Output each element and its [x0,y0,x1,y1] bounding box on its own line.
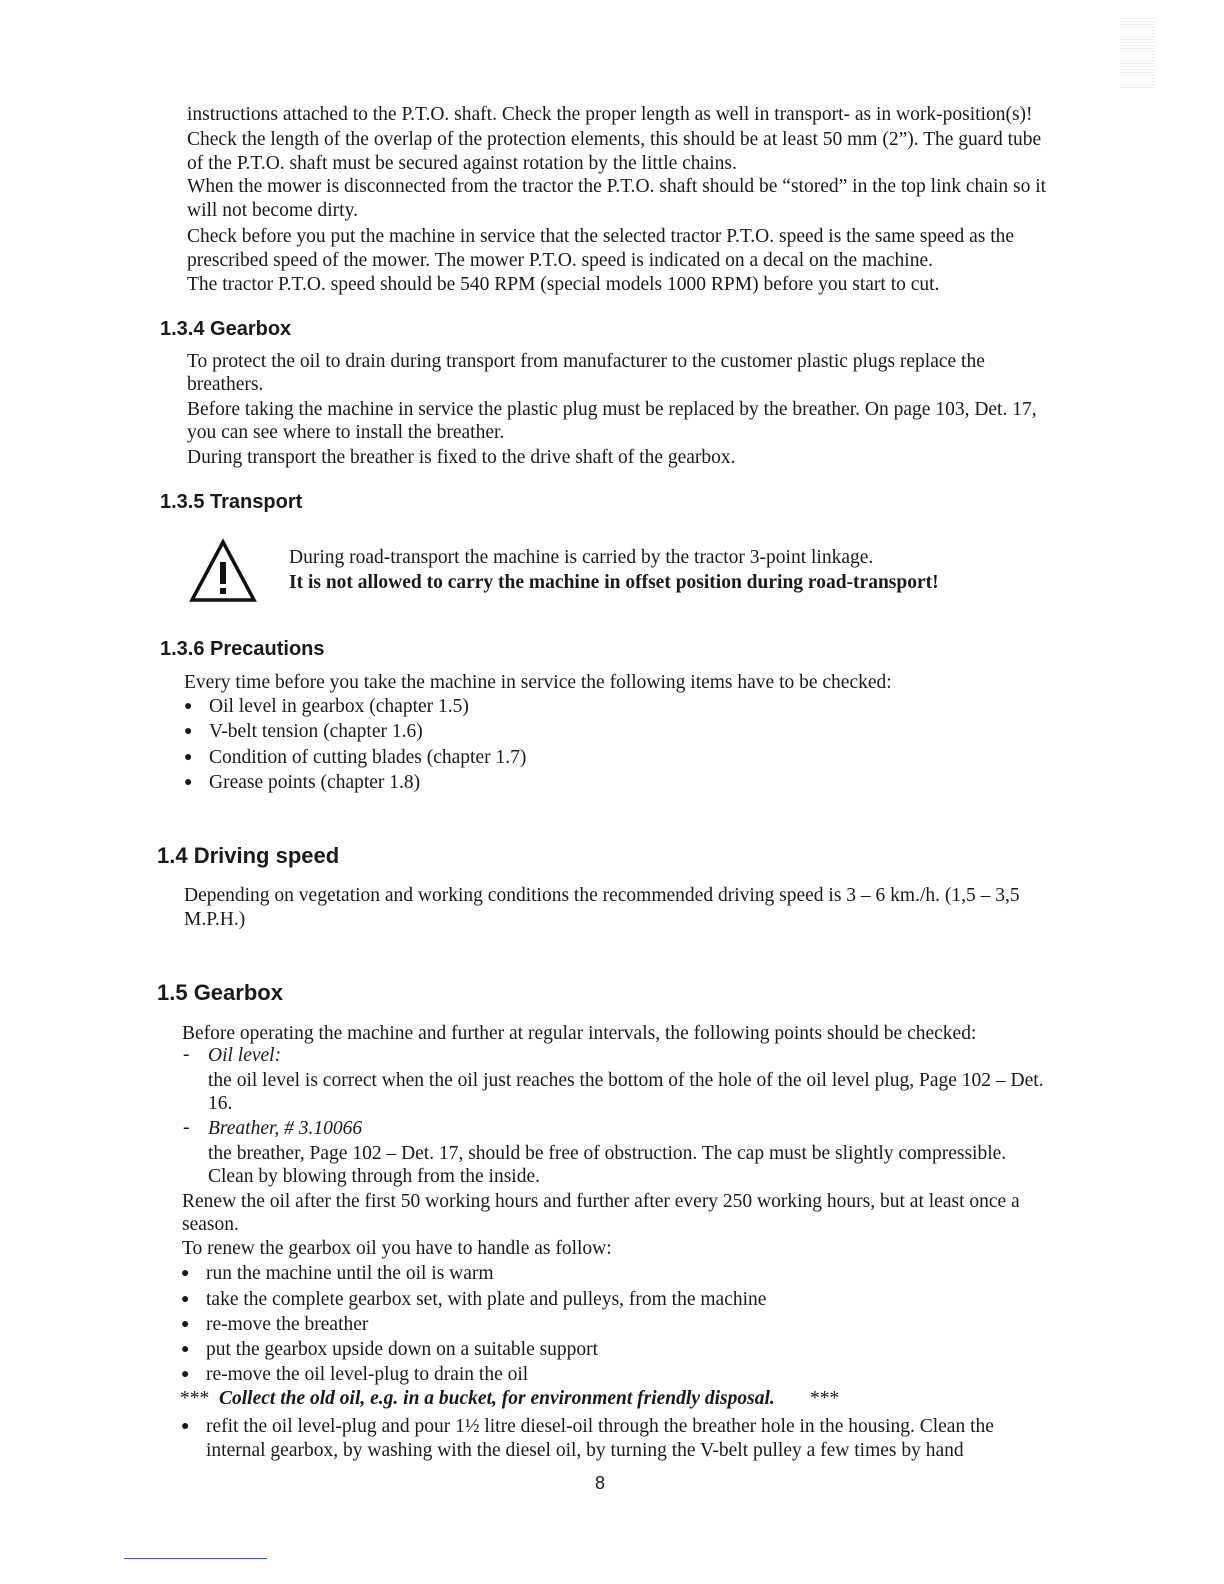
s134-line: you can see where to install the breather. [187,422,505,443]
intro-line: will not become dirty. [187,200,358,221]
driving-speed-line: M.P.H.) [184,909,246,930]
intro-line: prescribed speed of the mower. The mower P.T.O. speed is indicated on a decal on the machine. [187,250,933,271]
bullet-icon: ● [184,750,193,765]
s134-line: Before taking the machine in service the plastic plug must be replaced by the breather. On page 103, Det. 17, [187,399,1037,420]
precautions-intro: Every time before you take the machine in service the following items have to be checked: [184,672,892,693]
step-item: put the gearbox upside down on a suitable support [206,1339,599,1360]
list-item: V-belt tension (chapter 1.6) [209,721,423,742]
dash-marker: - [183,1117,190,1138]
list-item: Oil level in gearbox (chapter 1.5) [209,696,469,717]
transport-warning-text: It is not allowed to carry the machine in offset position during road-transport! [289,572,939,593]
gearbox-intro: Before operating the machine and further at regular intervals, the following points should be checked: [182,1023,977,1044]
section-heading-1-3-5: 1.3.5 Transport [160,491,303,513]
refit-line: refit the oil level-plug and pour 1½ litre diesel-oil through the breather hole in the housing. Clean the [206,1416,994,1437]
step-item: run the machine until the oil is warm [206,1263,494,1284]
bullet-icon: ● [181,1317,190,1332]
section-heading-1-3-4: 1.3.4 Gearbox [160,318,292,340]
bullet-icon: ● [184,775,193,790]
oil-level-line: the oil level is correct when the oil just reaches the bottom of the hole of the oil level plug, Page 102 – Det. [208,1070,1044,1091]
scan-artifact [1120,18,1156,88]
list-item: Grease points (chapter 1.8) [209,772,421,793]
intro-line: Check before you put the machine in service that the selected tractor P.T.O. speed is the same speed as the [187,226,1015,247]
breather-label: Breather, # 3.10066 [208,1118,363,1139]
section-heading-1-5: 1.5 Gearbox [157,980,283,1005]
bullet-icon: ● [181,1292,190,1307]
warning-triangle-icon [188,538,258,604]
transport-text: During road-transport the machine is carried by the tractor 3-point linkage. [289,547,874,568]
intro-line: The tractor P.T.O. speed should be 540 RPM (special models 1000 RPM) before you start to cut. [187,274,940,295]
oil-level-line: 16. [208,1093,233,1114]
disposal-note: Collect the old oil, e.g. in a bucket, for environment friendly disposal. [219,1388,775,1409]
renew-line: Renew the oil after the first 50 working hours and further after every 250 working hours, but at least once a [182,1191,1020,1212]
step-item: re-move the oil level-plug to drain the oil [206,1364,529,1385]
renew-line: To renew the gearbox oil you have to handle as follow: [182,1238,612,1259]
bullet-icon: ● [181,1342,190,1357]
driving-speed-line: Depending on vegetation and working conditions the recommended driving speed is 3 – 6 km./h. (1,5 – 3,5 [184,885,1020,906]
note-stars-right: *** [810,1388,840,1409]
section-heading-1-4: 1.4 Driving speed [157,843,340,868]
bullet-icon: ● [184,699,193,714]
list-item: Condition of cutting blades (chapter 1.7) [209,747,527,768]
dash-marker: - [183,1044,190,1065]
bullet-icon: ● [181,1367,190,1382]
bullet-icon: ● [181,1419,190,1434]
footer-rule [124,1558,267,1559]
refit-line: internal gearbox, by washing with the diesel oil, by turning the V-belt pulley a few times by hand [206,1440,964,1461]
breather-line: Clean by blowing through from the inside. [208,1166,540,1187]
intro-line: Check the length of the overlap of the protection elements, this should be at least 50 mm (2”). The guard tube [187,129,1042,150]
step-item: re-move the breather [206,1314,369,1335]
section-heading-1-3-6: 1.3.6 Precautions [160,638,325,660]
bullet-icon: ● [184,724,193,739]
s134-line: During transport the breather is fixed to the drive shaft of the gearbox. [187,447,736,468]
breather-line: the breather, Page 102 – Det. 17, should be free of obstruction. The cap must be slightly compressible. [208,1143,1007,1164]
renew-line: season. [182,1214,239,1235]
intro-line: instructions attached to the P.T.O. shaft. Check the proper length as well in transport- as in work-position(s)! [187,104,1033,125]
s134-line: breathers. [187,374,264,395]
s134-line: To protect the oil to drain during transport from manufacturer to the customer plastic plugs replace the [187,351,985,372]
page-number: 8 [595,1473,606,1493]
intro-line: of the P.T.O. shaft must be secured against rotation by the little chains. [187,153,737,174]
step-item: take the complete gearbox set, with plate and pulleys, from the machine [206,1289,767,1310]
bullet-icon: ● [181,1266,190,1281]
note-stars-left: *** [180,1388,210,1409]
oil-level-label: Oil level: [208,1045,282,1066]
intro-line: When the mower is disconnected from the tractor the P.T.O. shaft should be “stored” in the top link chain so it [187,176,1047,197]
